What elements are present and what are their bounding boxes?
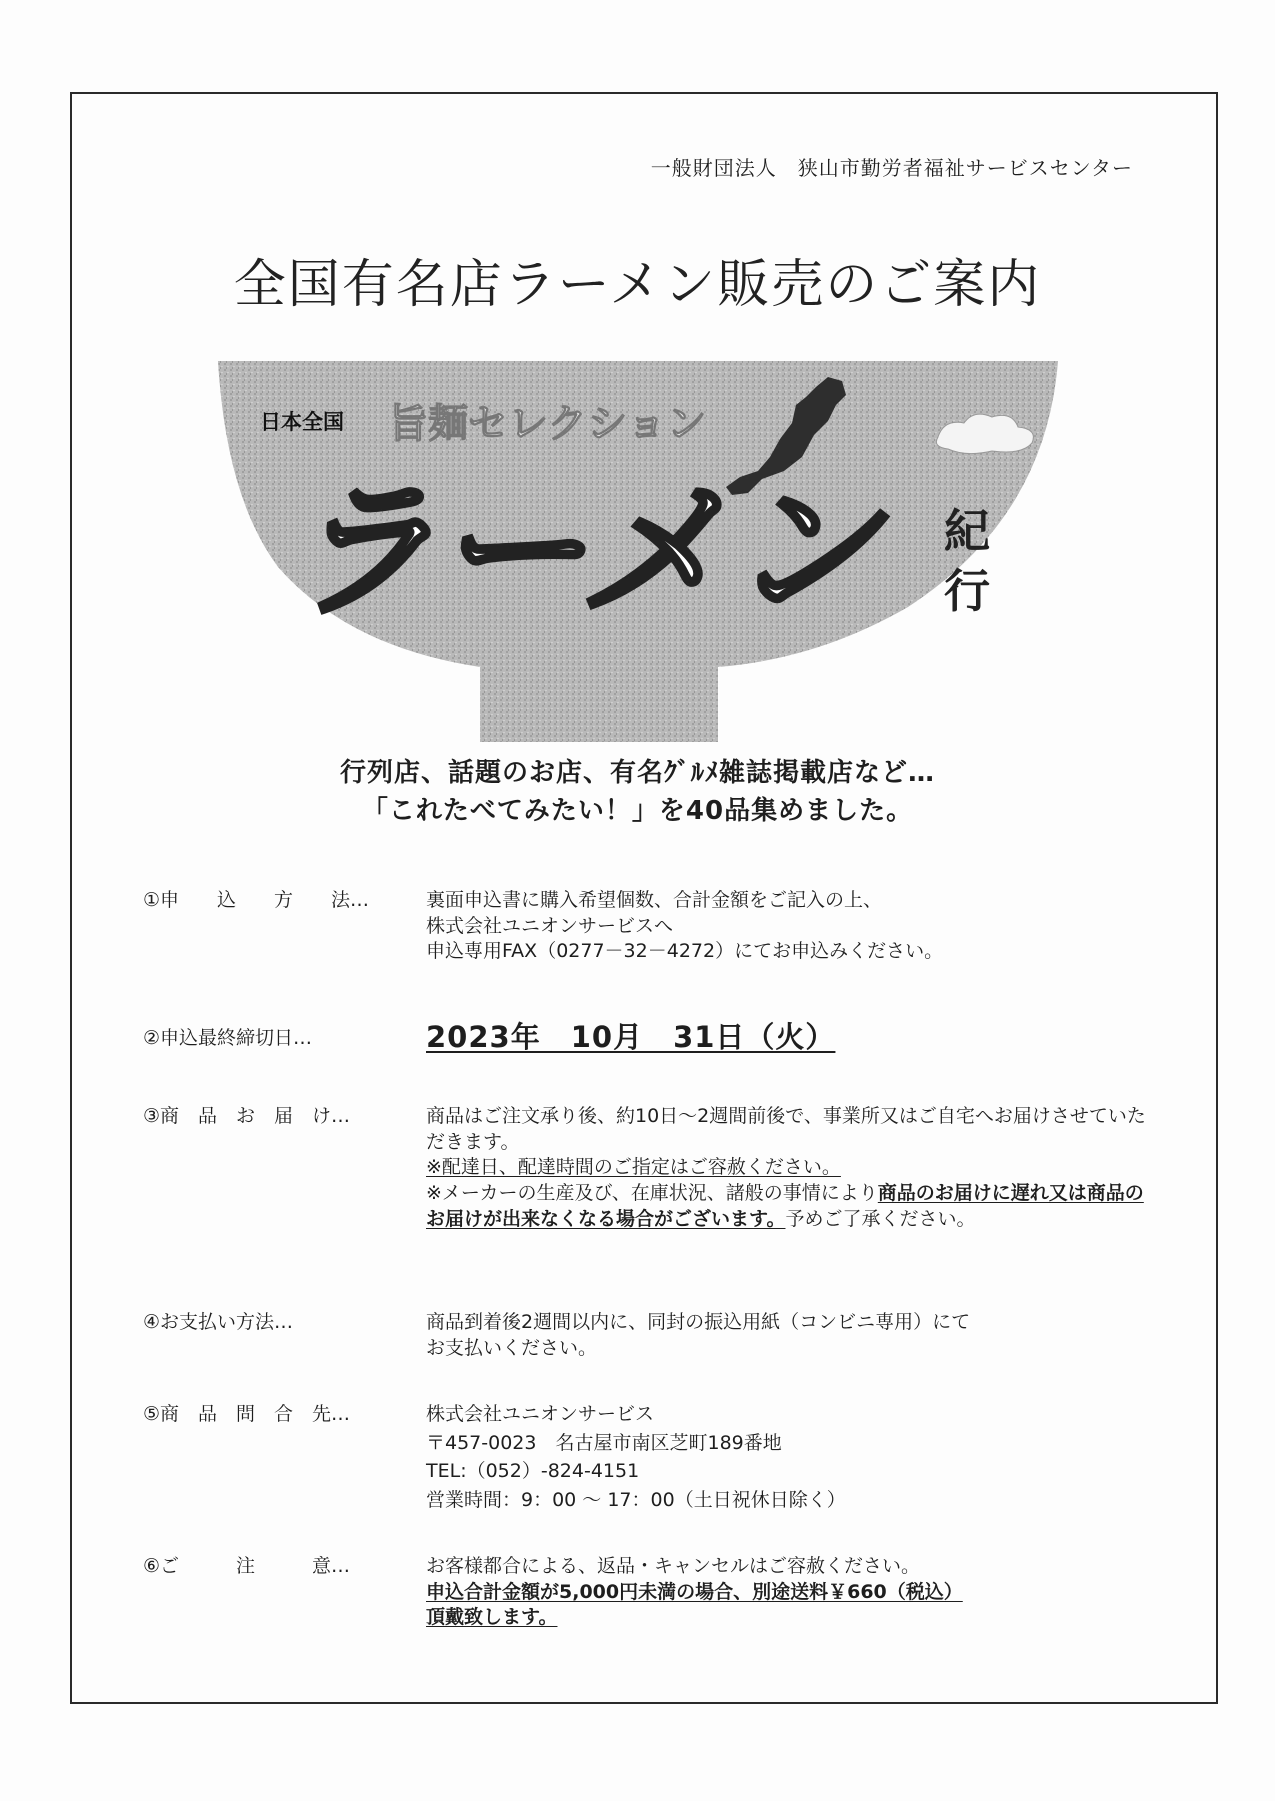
section-label: ③商 品 お 届 け…	[143, 1105, 351, 1127]
banner-side-char-1: 紀	[944, 504, 990, 558]
banner-subtitle: 旨麺セレクション	[388, 400, 707, 447]
payment-line-1: 商品到着後2週間以内に、同封の振込用紙（コンビニ専用）にて	[426, 1311, 971, 1333]
section-label: ①申 込 方 法…	[143, 889, 370, 911]
banner-side-char-2: 行	[944, 564, 990, 618]
ramen-banner	[218, 357, 1058, 745]
organization-name: 一般財団法人 狭山市勤労者福祉サービスセンター	[650, 156, 1133, 180]
tagline-line-1: 行列店、話題のお店、有名ｸﾞﾙﾒ雑誌掲載店など…	[339, 758, 935, 788]
payment-line-2: お支払いください。	[426, 1336, 598, 1359]
tagline-line-2: 「これたべてみたい！」を40品集めました。	[361, 796, 914, 826]
delivery-note-2-pre: ※メーカーの生産及び、在庫状況、諸般の事情により	[426, 1181, 878, 1204]
method-line-1: 裏面申込書に購入希望個数、合計金額をご記入の上、	[426, 889, 883, 911]
delivery-note-2-post: 予めご了承ください。	[785, 1207, 976, 1230]
contact-tel: TEL:（052）-824-4151	[426, 1460, 640, 1482]
section-label: ⑥ご 注 意…	[143, 1555, 351, 1577]
contact-company: 株式会社ユニオンサービス	[426, 1403, 655, 1425]
section-label: ②申込最終締切日…	[143, 1027, 313, 1049]
notice-line-1: お客様都合による、返品・キャンセルはご容赦ください。	[426, 1555, 921, 1577]
section-label: ⑤商 品 問 合 先…	[143, 1403, 351, 1425]
notice-line-3: 頂戴致します。	[426, 1606, 558, 1629]
page-title: 全国有名店ラーメン販売のご案内	[233, 255, 1042, 315]
contact-address: 〒457-0023 名古屋市南区芝町189番地	[426, 1431, 782, 1454]
delivery-note-1: ※配達日、配達時間のご指定はご容赦ください。	[426, 1156, 841, 1179]
contact-hours: 営業時間：9：00 ～ 17：00（土日祝休日除く）	[426, 1488, 846, 1511]
banner-prefix: 日本全国	[260, 409, 344, 434]
notice-line-2: 申込合計金額が5,000円未満の場合、別途送料￥660（税込）	[426, 1580, 963, 1603]
ramen-bowl-illustration	[218, 357, 1058, 745]
method-line-2: 株式会社ユニオンサービスへ	[426, 914, 674, 937]
banner-main-title: ラーメン	[286, 463, 879, 637]
deadline-date: 2023年 10月 31日（火）	[426, 1020, 836, 1054]
delivery-note-2	[426, 1181, 1146, 1232]
delivery-note-2-underlined: 商品のお届けに遅れ又は商品のお届けが出来なくなる場合がございます。	[426, 1181, 1144, 1230]
method-fax-line: 申込専用FAX（0277－32－4272）にてお申込みください。	[426, 940, 944, 963]
section-label: ④お支払い方法…	[143, 1311, 294, 1333]
delivery-line-1: 商品はご注文承り後、約10日～2週間前後で、事業所又はご自宅へお届けさせていただきます。	[426, 1105, 1146, 1153]
